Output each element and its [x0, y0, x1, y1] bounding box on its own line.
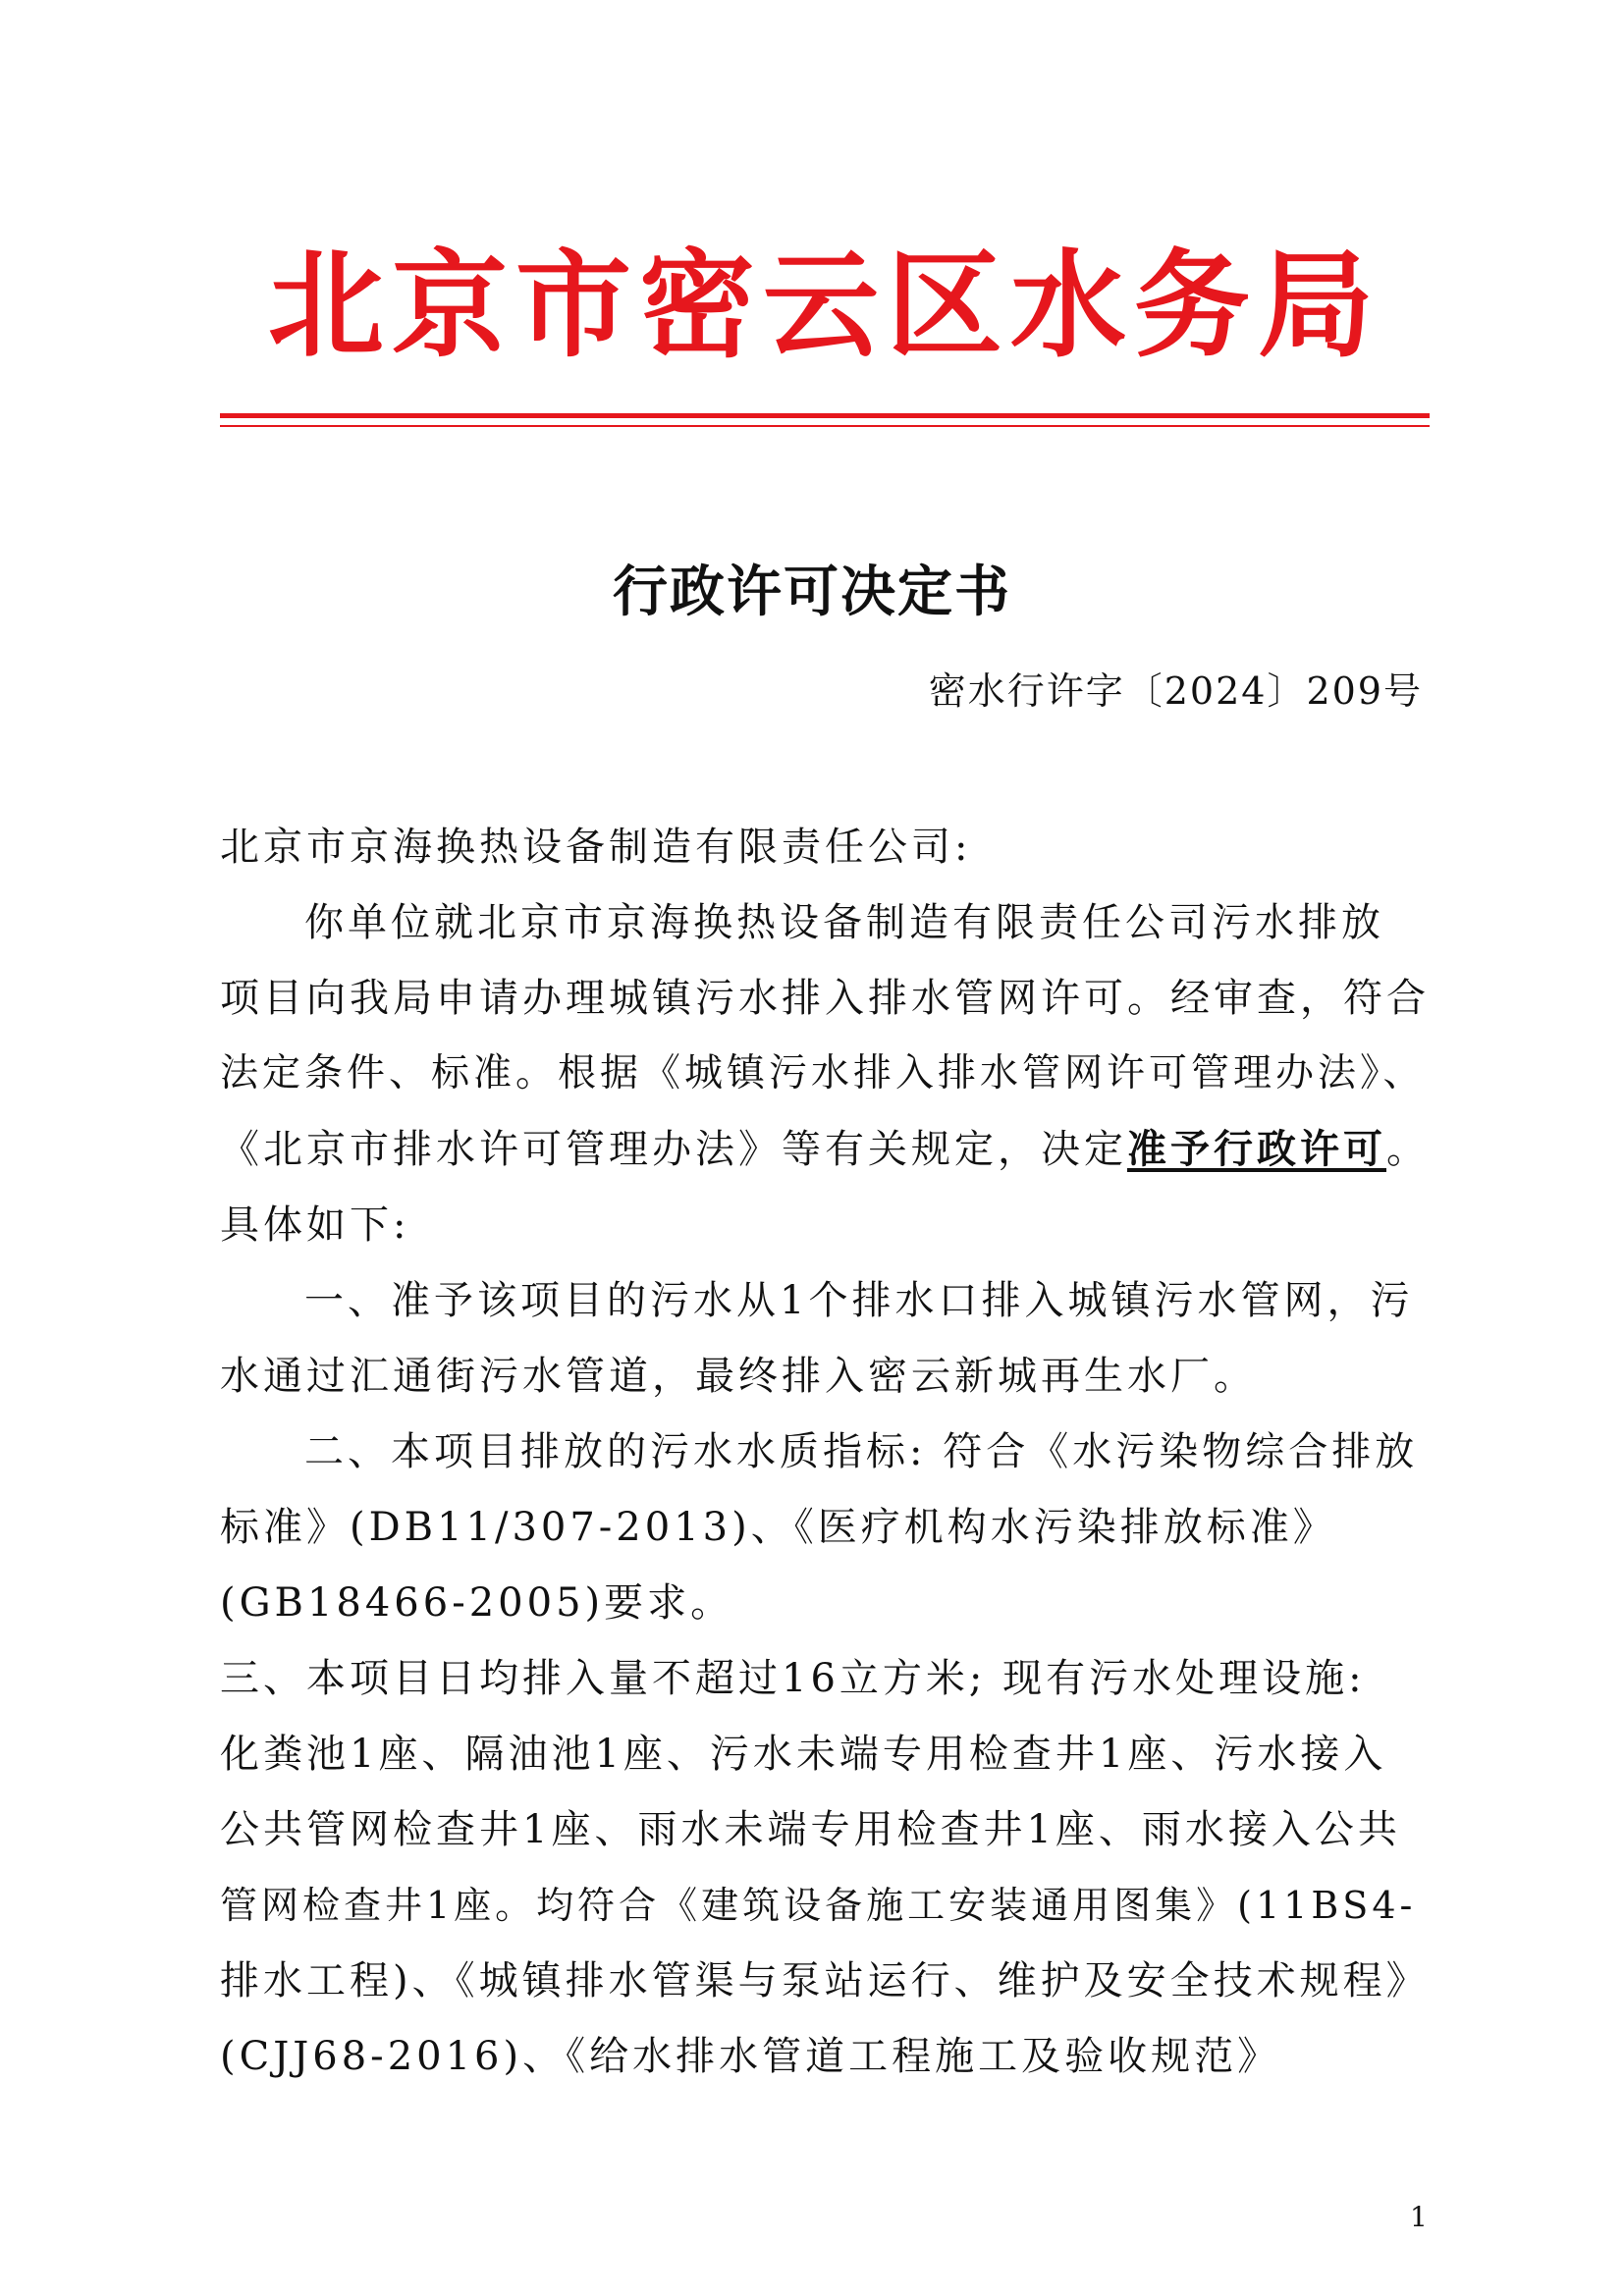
clause-one-line: 一、准予该项目的污水从1个排水口排入城镇污水管网，污 [304, 1278, 1414, 1323]
document-number: 密水行许字〔2024〕209号 [928, 669, 1423, 713]
clause-three-line: 公共管网检查井1座、雨水未端专用检查井1座、雨水接入公共 [220, 1807, 1401, 1852]
clause-one-line: 水通过汇通街污水管道，最终排入密云新城再生水厂。 [220, 1354, 1257, 1399]
clause-three-line: (CJJ68-2016)、《给水排水管道工程施工及验收规范》 [220, 2034, 1281, 2079]
body-line-punctuation: 。 [1386, 1127, 1430, 1172]
clause-three-line: 排水工程)、《城镇排水管渠与泵站运行、维护及安全技术规程》 [220, 1958, 1430, 2003]
recipient-line: 北京市京海换热设备制造有限责任公司: [220, 825, 972, 870]
clause-three-line: 化粪池1座、隔油池1座、污水未端专用检查井1座、污水接入 [220, 1732, 1387, 1777]
letterhead-rule-thick [220, 413, 1430, 418]
clause-two-line: (GB18466-2005)要求。 [220, 1580, 734, 1626]
body-line: 法定条件、标准。根据《城镇污水排入排水管网许可管理办法》、 [220, 1051, 1426, 1095]
clause-two-line: 二、本项目排放的污水水质指标: 符合《水污染物综合排放 [304, 1429, 1419, 1474]
body-line: 你单位就北京市京海换热设备制造有限责任公司污水排放 [304, 900, 1384, 945]
body-line-text: 《北京市排水许可管理办法》等有关规定，决定 [220, 1127, 1127, 1172]
clause-three-line: 管网检查井1座。均符合《建筑设备施工安装通用图集》(11BS4- [220, 1884, 1417, 1927]
body-line-decision [220, 1122, 1430, 1177]
agency-letterhead-title: 北京市密云区水务局 [267, 238, 1381, 373]
clause-three-line: 三、本项目日均排入量不超过16立方米; 现有污水处理设施: [220, 1656, 1366, 1701]
body-line: 项目向我局申请办理城镇污水排入排水管网许可。经审查，符合 [220, 976, 1430, 1021]
body-line: 具体如下: [220, 1202, 410, 1248]
decision-grant-text: 准予行政许可 [1127, 1126, 1386, 1172]
page-number: 1 [1410, 2201, 1428, 2233]
clause-two-line: 标准》(DB11/307-2013)、《医疗机构水污染排放标准》 [220, 1505, 1336, 1550]
letterhead-rule-thin [220, 425, 1430, 427]
document-title: 行政许可决定书 [613, 560, 1011, 624]
